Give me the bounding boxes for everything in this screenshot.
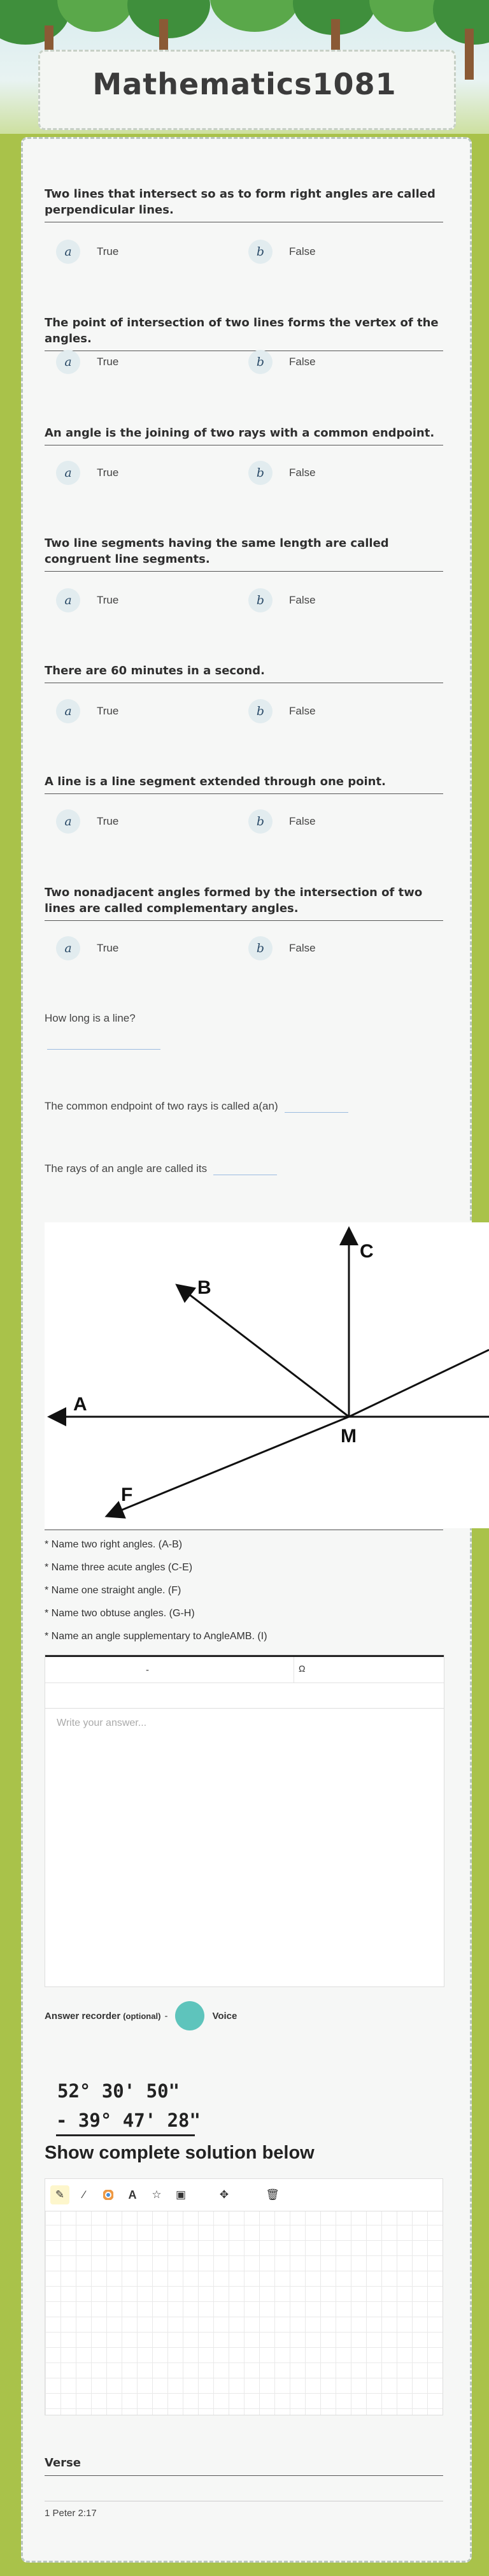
instruction-item: * Name an angle supplementary to AngleAMB. (I) xyxy=(45,1631,267,1642)
option-a-badge: a xyxy=(56,240,80,264)
question-6 xyxy=(45,774,443,794)
option-label: False xyxy=(289,815,316,827)
math-underline xyxy=(56,2134,195,2136)
editor-tool-dash[interactable]: - xyxy=(146,1665,149,1675)
color-picker-icon[interactable] xyxy=(99,2185,118,2204)
fill-question-3: The rays of an angle are called its xyxy=(45,1162,208,1175)
option-a-badge: a xyxy=(56,936,80,960)
option-b-badge: b xyxy=(248,809,273,834)
divider xyxy=(45,793,443,794)
option-a[interactable] xyxy=(56,698,118,724)
drawing-canvas[interactable] xyxy=(45,2178,443,2415)
editor-toolbar xyxy=(45,1655,444,1709)
option-b-badge: b xyxy=(248,240,273,264)
option-b[interactable] xyxy=(248,460,316,486)
option-label: False xyxy=(289,467,316,479)
editor-tool-omega[interactable]: Ω xyxy=(299,1663,306,1674)
option-a[interactable] xyxy=(56,349,118,375)
voice-label: Voice xyxy=(212,2010,237,2022)
option-a-badge: a xyxy=(56,461,80,485)
option-label: True xyxy=(97,705,119,717)
option-a-badge: a xyxy=(56,699,80,723)
option-b-badge: b xyxy=(248,461,273,485)
option-label: False xyxy=(289,356,316,368)
angle-diagram-svg xyxy=(45,1222,489,1528)
label-a: A xyxy=(73,1394,87,1415)
answer-editor[interactable] xyxy=(45,1654,444,1987)
option-b[interactable] xyxy=(248,349,316,375)
option-b-badge: b xyxy=(248,350,273,374)
drawing-toolbar xyxy=(45,2179,443,2211)
option-b[interactable] xyxy=(248,809,316,834)
verse-reference: 1 Peter 2:17 xyxy=(45,2508,97,2519)
angle-diagram xyxy=(45,1222,489,1528)
math-line-1: 52° 30' 50" xyxy=(57,2080,180,2102)
question-text: Two line segments having the same length are called congruent line segments. xyxy=(45,537,389,566)
solution-heading: Show complete solution below xyxy=(45,2143,315,2163)
fill-question-1: How long is a line? xyxy=(45,1012,136,1024)
label-m: M xyxy=(341,1426,357,1447)
pencil-icon[interactable]: ✎ xyxy=(50,2185,69,2204)
question-text: Two lines that intersect so as to form right angles are called perpendicular lines. xyxy=(45,187,436,217)
answer-recorder xyxy=(45,2001,237,2030)
option-label: False xyxy=(289,705,316,717)
option-label: False xyxy=(289,942,316,954)
question-2 xyxy=(45,315,443,351)
instruction-item: * Name three acute angles (C-E) xyxy=(45,1562,193,1573)
question-1 xyxy=(45,186,443,222)
ray-upper-right xyxy=(349,1350,489,1417)
math-line-2: - 39° 47' 28" xyxy=(56,2109,201,2131)
divider xyxy=(45,920,443,921)
image-icon[interactable]: ▣ xyxy=(175,2189,187,2201)
option-b-badge: b xyxy=(248,699,273,723)
editor-placeholder: Write your answer... xyxy=(57,1718,147,1728)
recorder-dash: - xyxy=(164,2010,168,2022)
option-b-badge: b xyxy=(248,588,273,612)
option-label: True xyxy=(97,815,119,827)
option-a-badge: a xyxy=(56,588,80,612)
question-text: There are 60 minutes in a second. xyxy=(45,664,265,677)
option-a-badge: a xyxy=(56,350,80,374)
label-f: F xyxy=(121,1484,133,1505)
instruction-item: * Name two right angles. (A-B) xyxy=(45,1539,183,1550)
text-tool-icon[interactable]: A xyxy=(128,2188,137,2201)
option-b[interactable] xyxy=(248,698,316,724)
move-icon[interactable]: ✥ xyxy=(219,2189,229,2201)
option-b[interactable] xyxy=(248,239,316,264)
question-5 xyxy=(45,663,443,683)
option-b[interactable] xyxy=(248,936,316,961)
option-a[interactable] xyxy=(56,588,118,613)
label-b: B xyxy=(197,1277,211,1298)
option-a-badge: a xyxy=(56,809,80,834)
option-label: True xyxy=(97,942,119,954)
color-wheel xyxy=(103,2190,113,2200)
fill-question-3-wrap xyxy=(45,1162,277,1175)
option-label: True xyxy=(97,245,119,257)
option-a[interactable] xyxy=(56,936,118,961)
trash-icon[interactable]: 🗑 xyxy=(266,2189,280,2201)
fill-question-2: The common endpoint of two rays is called a(an) xyxy=(45,1100,278,1112)
answer-field-1[interactable] xyxy=(47,1049,160,1050)
option-label: False xyxy=(289,245,316,257)
instruction-item: * Name two obtuse angles. (G-H) xyxy=(45,1608,195,1619)
instructions-list xyxy=(45,1533,267,1648)
option-a[interactable] xyxy=(56,239,118,264)
marker-icon[interactable]: ⁄ xyxy=(83,2189,85,2201)
option-label: True xyxy=(97,467,119,479)
record-button[interactable] xyxy=(175,2001,204,2030)
question-text: The point of intersection of two lines forms the vertex of the angles. xyxy=(45,316,439,345)
fill-question-2-wrap xyxy=(45,1100,348,1113)
question-text: Two nonadjacent angles formed by the intersection of two lines are called complementary angles. xyxy=(45,886,423,915)
option-label: False xyxy=(289,594,316,606)
option-b-badge: b xyxy=(248,936,273,960)
divider xyxy=(45,2475,443,2476)
star-icon[interactable]: ☆ xyxy=(152,2189,162,2201)
recorder-optional: (optional) xyxy=(123,2011,161,2021)
instruction-item: * Name one straight angle. (F) xyxy=(45,1585,181,1596)
ray-mb xyxy=(178,1286,349,1417)
question-text: An angle is the joining of two rays with a common endpoint. xyxy=(45,426,435,440)
question-7 xyxy=(45,885,443,921)
question-3 xyxy=(45,425,443,445)
option-b[interactable] xyxy=(248,588,316,613)
label-c: C xyxy=(360,1241,374,1262)
divider xyxy=(45,571,443,572)
question-text: A line is a line segment extended through one point. xyxy=(45,775,386,788)
verse-heading: Verse xyxy=(45,2456,81,2470)
answer-field-2[interactable] xyxy=(285,1101,348,1113)
option-label: True xyxy=(97,356,119,368)
ray-mf xyxy=(108,1417,349,1516)
option-a[interactable] xyxy=(56,460,118,486)
option-a[interactable] xyxy=(56,809,118,834)
answer-field-3[interactable] xyxy=(213,1163,277,1175)
question-4 xyxy=(45,535,443,572)
option-label: True xyxy=(97,594,119,606)
recorder-label: Answer recorder xyxy=(45,2010,121,2022)
page-title: Mathematics1081 xyxy=(92,67,397,101)
